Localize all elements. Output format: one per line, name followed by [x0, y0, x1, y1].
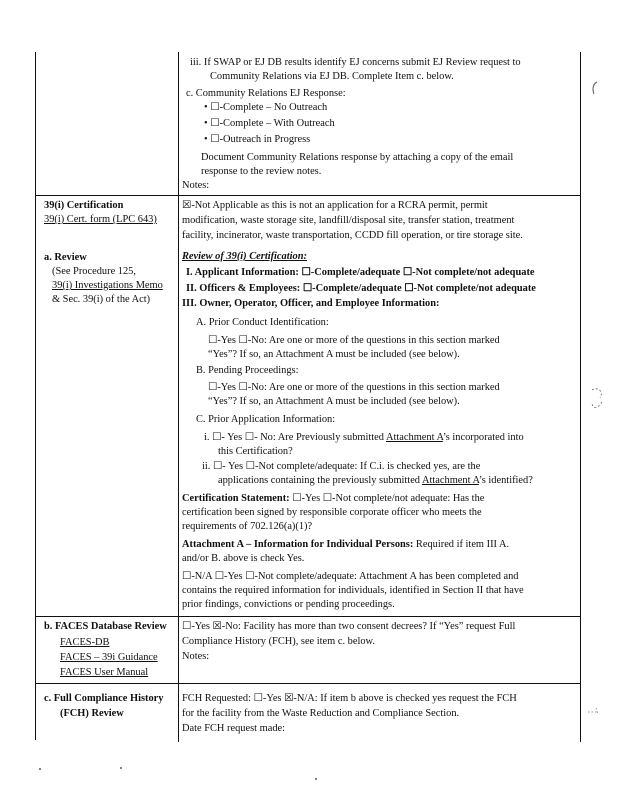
table-right-border	[580, 52, 581, 742]
faces-db-link[interactable]: FACES-DB	[60, 637, 110, 648]
faces-line1: ☐-Yes ☒-No: Facility has more than two consent decrees? If “Yes” request Full	[182, 621, 516, 632]
cert-form-link[interactable]: 39(i) Cert. form (LPC 643)	[44, 214, 157, 225]
attachment-a-line5: prior findings, convictions or pending proceedings.	[182, 599, 395, 610]
fch-review-label-cont: (FCH) Review	[60, 708, 124, 719]
attachment-a-line1: Attachment A – Information for Individual Persons: Required if item III A.	[182, 539, 510, 550]
sec-act-text: & Sec. 39(i) of the Act)	[52, 294, 151, 305]
scan-mark-lower-right	[586, 704, 602, 720]
attachment-a-line2: and/or B. above is check Yes.	[182, 553, 305, 564]
faces-review-label: b. FACES Database Review	[44, 621, 167, 632]
community-relations-heading: c. Community Relations EJ Response:	[186, 88, 346, 99]
row-divider-1	[35, 195, 581, 196]
attachment-a-line3: ☐-N/A ☐-Yes ☐-Not complete/adequate: Attachment A has been completed and	[182, 571, 519, 582]
applicant-info-row: I. Applicant Information: ☐-Complete/adequate ☐-Not complete/not adequate	[186, 267, 535, 278]
see-procedure-text: (See Procedure 125,	[52, 266, 136, 277]
attachment-a-link-1[interactable]: Attachment A	[386, 432, 443, 443]
ej-item-iii: iii. If SWAP or EJ DB results identify EJ concerns submit EJ Review request to	[190, 57, 521, 68]
not-applicable-line1: ☒-Not Applicable as this is not an application for a RCRA permit, permit	[182, 200, 488, 211]
top-notes-label: Notes:	[182, 180, 210, 191]
cert-statement-line2: certification been signed by responsible corporate officer who meets the	[182, 507, 482, 518]
row-divider-2	[35, 616, 581, 617]
prior-conduct-heading: A. Prior Conduct Identification:	[196, 317, 329, 328]
fch-review-label: c. Full Compliance History	[44, 693, 164, 704]
scan-speck-2	[315, 778, 317, 780]
prior-application-ii-cont: applications containing the previously submitted Attachment A’s identified?	[218, 475, 533, 486]
table-column-divider	[178, 52, 179, 742]
scan-speck-3	[39, 768, 41, 770]
prior-application-i-cont: this Certification?	[218, 446, 293, 457]
faces-guidance-link[interactable]: FACES – 39i Guidance	[60, 652, 158, 663]
review-heading: Review of 39(i) Certification:	[182, 251, 307, 262]
ej-item-iii-cont: Community Relations via EJ DB. Complete Item c. below.	[210, 71, 454, 82]
document-response-line1: Document Community Relations response by attaching a copy of the email	[201, 152, 514, 163]
prior-application-i: i. ☐- Yes ☐- No: Are Previously submitted Attachment A’s incorporated into	[204, 432, 524, 443]
faces-line2: Compliance History (FCH), see item c. below.	[182, 636, 375, 647]
not-applicable-line2: modification, waste storage site, landfill/disposal site, transfer station, treatment	[182, 215, 515, 226]
scan-mark-mid-right	[588, 384, 608, 414]
investigations-memo-link[interactable]: 39(i) Investigations Memo	[52, 280, 163, 291]
faces-manual-link[interactable]: FACES User Manual	[60, 667, 149, 678]
faces-notes-label: Notes:	[182, 651, 210, 662]
pending-proceedings-heading: B. Pending Proceedings:	[196, 365, 299, 376]
pending-proceedings-line1: ☐-Yes ☐-No: Are one or more of the questions in this section marked	[208, 382, 500, 393]
cert-section-title: 39(i) Certification	[44, 200, 124, 211]
prior-application-ii: ii. ☐- Yes ☐-Not complete/adequate: If C.i. is checked yes, are the	[202, 461, 481, 472]
document-response-line2: response to the review notes.	[201, 166, 322, 177]
cert-review-label: a. Review	[44, 252, 87, 263]
row-divider-3	[35, 683, 581, 684]
prior-application-heading: C. Prior Application Information:	[196, 414, 336, 425]
scan-mark-top-right	[588, 80, 600, 96]
officers-employees-row: II. Officers & Employees: ☐-Complete/adequate ☐-Not complete/not adequate	[186, 283, 536, 294]
scan-speck-1	[120, 767, 122, 769]
attachment-a-link-2[interactable]: Attachment A	[422, 475, 479, 486]
fch-line3: Date FCH request made:	[182, 723, 286, 734]
outreach-option-1: • ☐-Complete – No Outreach	[204, 102, 328, 113]
not-applicable-line3: facility, incinerator, waste transportation, CCDD fill operation, or tire storage site.	[182, 230, 523, 241]
outreach-option-2: • ☐-Complete – With Outreach	[204, 118, 335, 129]
pending-proceedings-line2: “Yes”? If so, an Attachment A must be included (see below).	[208, 396, 460, 407]
fch-line1: FCH Requested: ☐-Yes ☒-N/A: If item b above is checked yes request the FCH	[182, 693, 517, 704]
prior-conduct-line1: ☐-Yes ☐-No: Are one or more of the questions in this section marked	[208, 335, 500, 346]
table-left-border	[35, 52, 36, 740]
prior-conduct-line2: “Yes”? If so, an Attachment A must be included (see below).	[208, 349, 460, 360]
cert-statement-line3: requirements of 702.126(a)(1)?	[182, 521, 313, 532]
owner-operator-heading: III. Owner, Operator, Officer, and Employee Information:	[182, 298, 440, 309]
attachment-a-line4: contains the required information for individuals, identified in Section II that have	[182, 585, 524, 596]
fch-line2: for the facility from the Waste Reduction and Compliance Section.	[182, 708, 460, 719]
outreach-option-3: • ☐-Outreach in Progress	[204, 134, 311, 145]
cert-statement-line1: Certification Statement: ☐-Yes ☐-Not complete/not adequate: Has the	[182, 493, 485, 504]
